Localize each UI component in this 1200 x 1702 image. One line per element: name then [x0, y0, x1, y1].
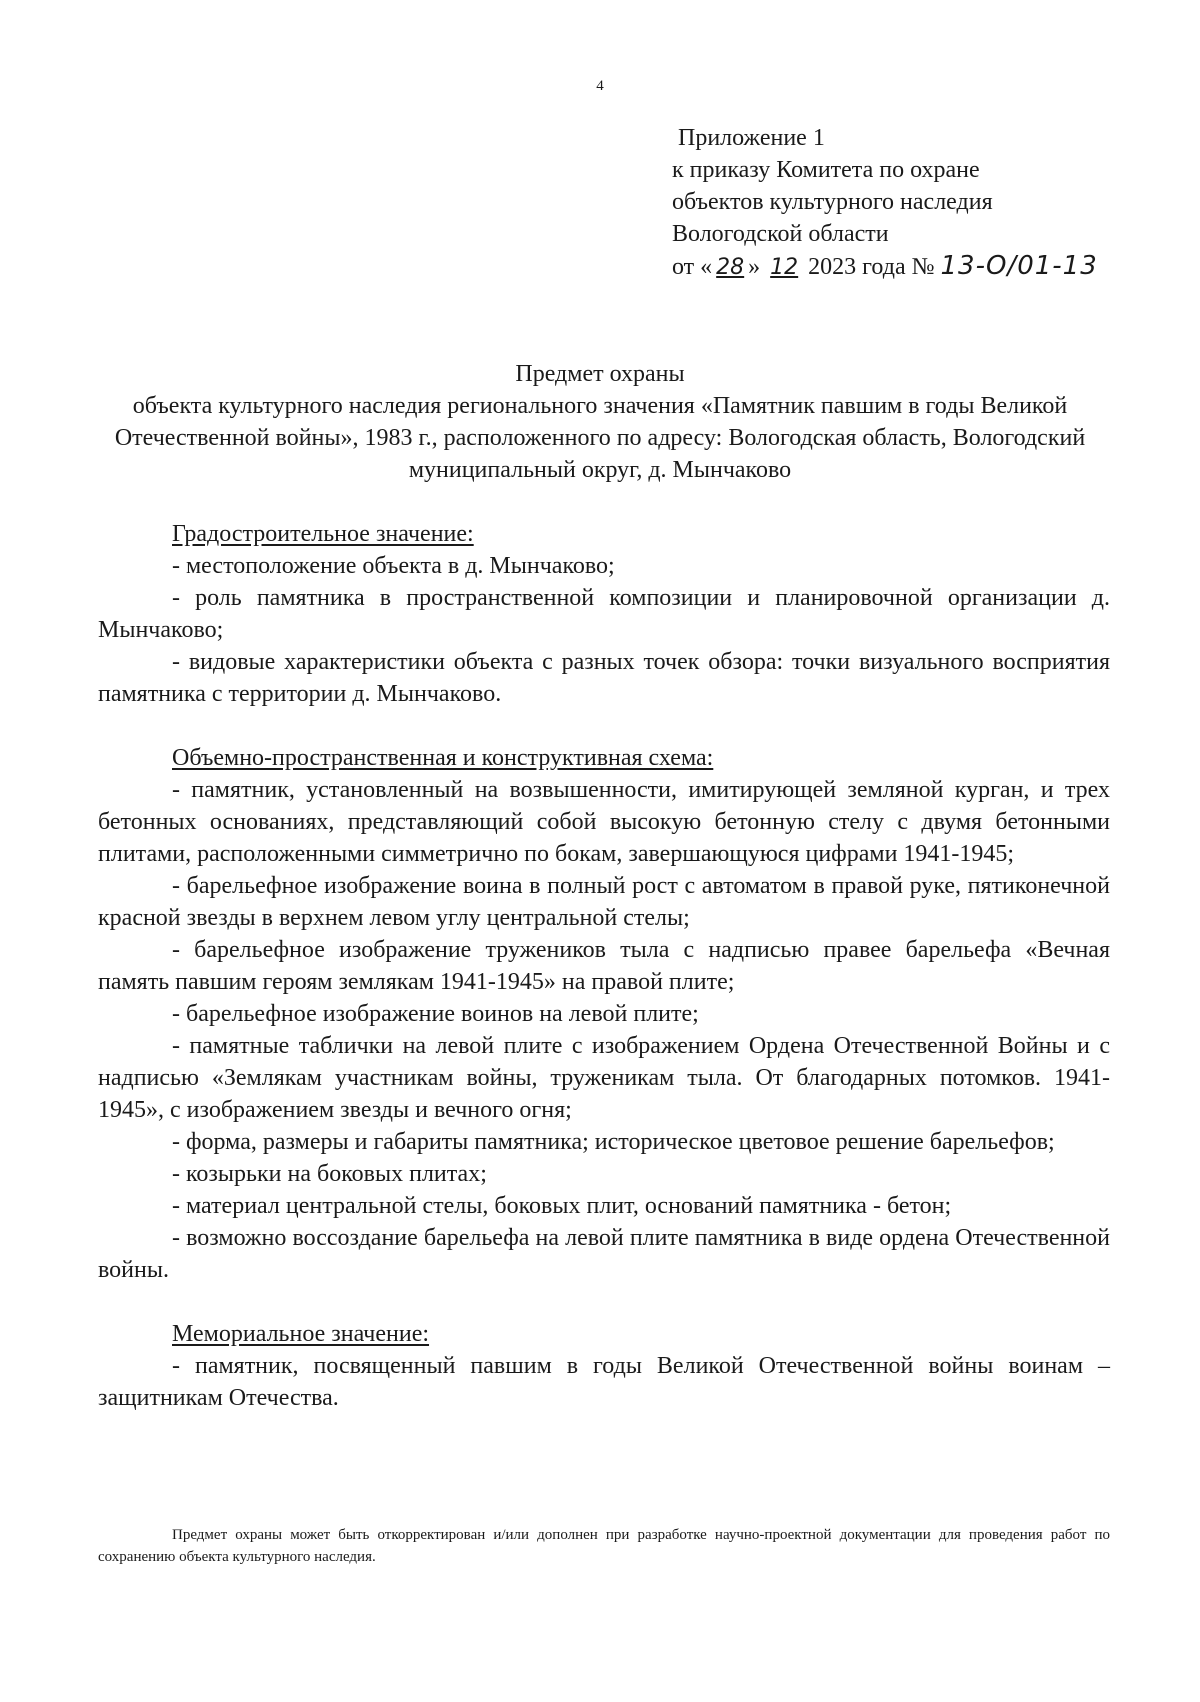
- handwritten-day: 28: [716, 255, 745, 280]
- list-item: - памятник, посвященный павшим в годы Великой Отечественной войны воинам – защитникам Отечества.: [98, 1353, 1110, 1411]
- appendix-line: к приказу Комитета по охране: [672, 157, 980, 183]
- document-body: [98, 518, 1110, 1414]
- handwritten-month: 12: [770, 255, 799, 280]
- list-item: - барельефное изображение воинов на левой плите;: [172, 1001, 699, 1027]
- section-memorial: [98, 1318, 1110, 1414]
- list-item: - видовые характеристики объекта с разных точек обзора: точки визуального восприятия памятника с территории д. Мынчаково.: [98, 649, 1110, 707]
- document-title: [80, 358, 1120, 486]
- list-item: - памятные таблички на левой плите с изображением Ордена Отечественной Войны и с надписью «Землякам участникам войны, труженикам тыла. От благодарных потомков. 1941-1945», с изображением звезды и вечного огня;: [98, 1033, 1110, 1123]
- appendix-line: Вологодской области: [672, 221, 889, 247]
- section-heading: Градостроительное значение:: [172, 521, 474, 547]
- list-item: - козырьки на боковых плитах;: [172, 1161, 487, 1187]
- title-object-description: объекта культурного наследия регионального значения «Памятник павшим в годы Великой Отечественной войны», 1983 г., расположенного по адресу: Вологодская область, Вологодский муниципальный округ, д. Мынчаково: [114, 393, 1086, 483]
- list-item: - памятник, установленный на возвышенности, имитирующей земляной курган, и трех бетонных основаниях, представляющий собой высокую бетонную стелу с двумя бетонными плитами, расположенными симметрично по бокам, завершающуюся цифрами 1941-1945;: [98, 777, 1110, 867]
- list-item: - барельефное изображение тружеников тыла с надписью правее барельефа «Вечная память павшим героям землякам 1941-1945» на правой плите;: [98, 937, 1110, 995]
- date-year: 2023 года №: [808, 254, 935, 280]
- handwritten-order-number: 13-О/01-13: [940, 251, 1098, 281]
- section-urban: [98, 518, 1110, 710]
- section-spatial: [98, 742, 1110, 1286]
- section-heading: Объемно-пространственная и конструктивная схема:: [172, 745, 714, 771]
- list-item: - местоположение объекта в д. Мынчаково;: [172, 553, 615, 579]
- footnote: Предмет охраны может быть откорректирован и/или дополнен при разработке научно-проектной документации для проведения работ по сохранению объекта культурного наследия.: [98, 1527, 1110, 1565]
- section-heading: Мемориальное значение:: [172, 1321, 430, 1347]
- list-item: - возможно воссоздание барельефа на левой плите памятника в виде ордена Отечественной войны.: [98, 1225, 1110, 1283]
- date-prefix: от «: [672, 254, 713, 280]
- title-main: Предмет охраны: [515, 361, 685, 387]
- list-item: - барельефное изображение воина в полный рост с автоматом в правой руке, пятиконечной красной звезды в верхнем левом углу центральной стелы;: [98, 873, 1110, 931]
- appendix-block: [672, 122, 1172, 284]
- list-item: - материал центральной стелы, боковых плит, оснований памятника - бетон;: [172, 1193, 952, 1219]
- list-item: - форма, размеры и габариты памятника; историческое цветовое решение барельефов;: [172, 1129, 1055, 1155]
- order-date-line: [672, 250, 1172, 284]
- page-number: 4: [596, 78, 604, 94]
- appendix-title: Приложение 1: [678, 125, 825, 151]
- date-mid: »: [748, 254, 761, 280]
- list-item: - роль памятника в пространственной композиции и планировочной организации д. Мынчаково;: [98, 585, 1110, 643]
- appendix-line: объектов культурного наследия: [672, 189, 993, 215]
